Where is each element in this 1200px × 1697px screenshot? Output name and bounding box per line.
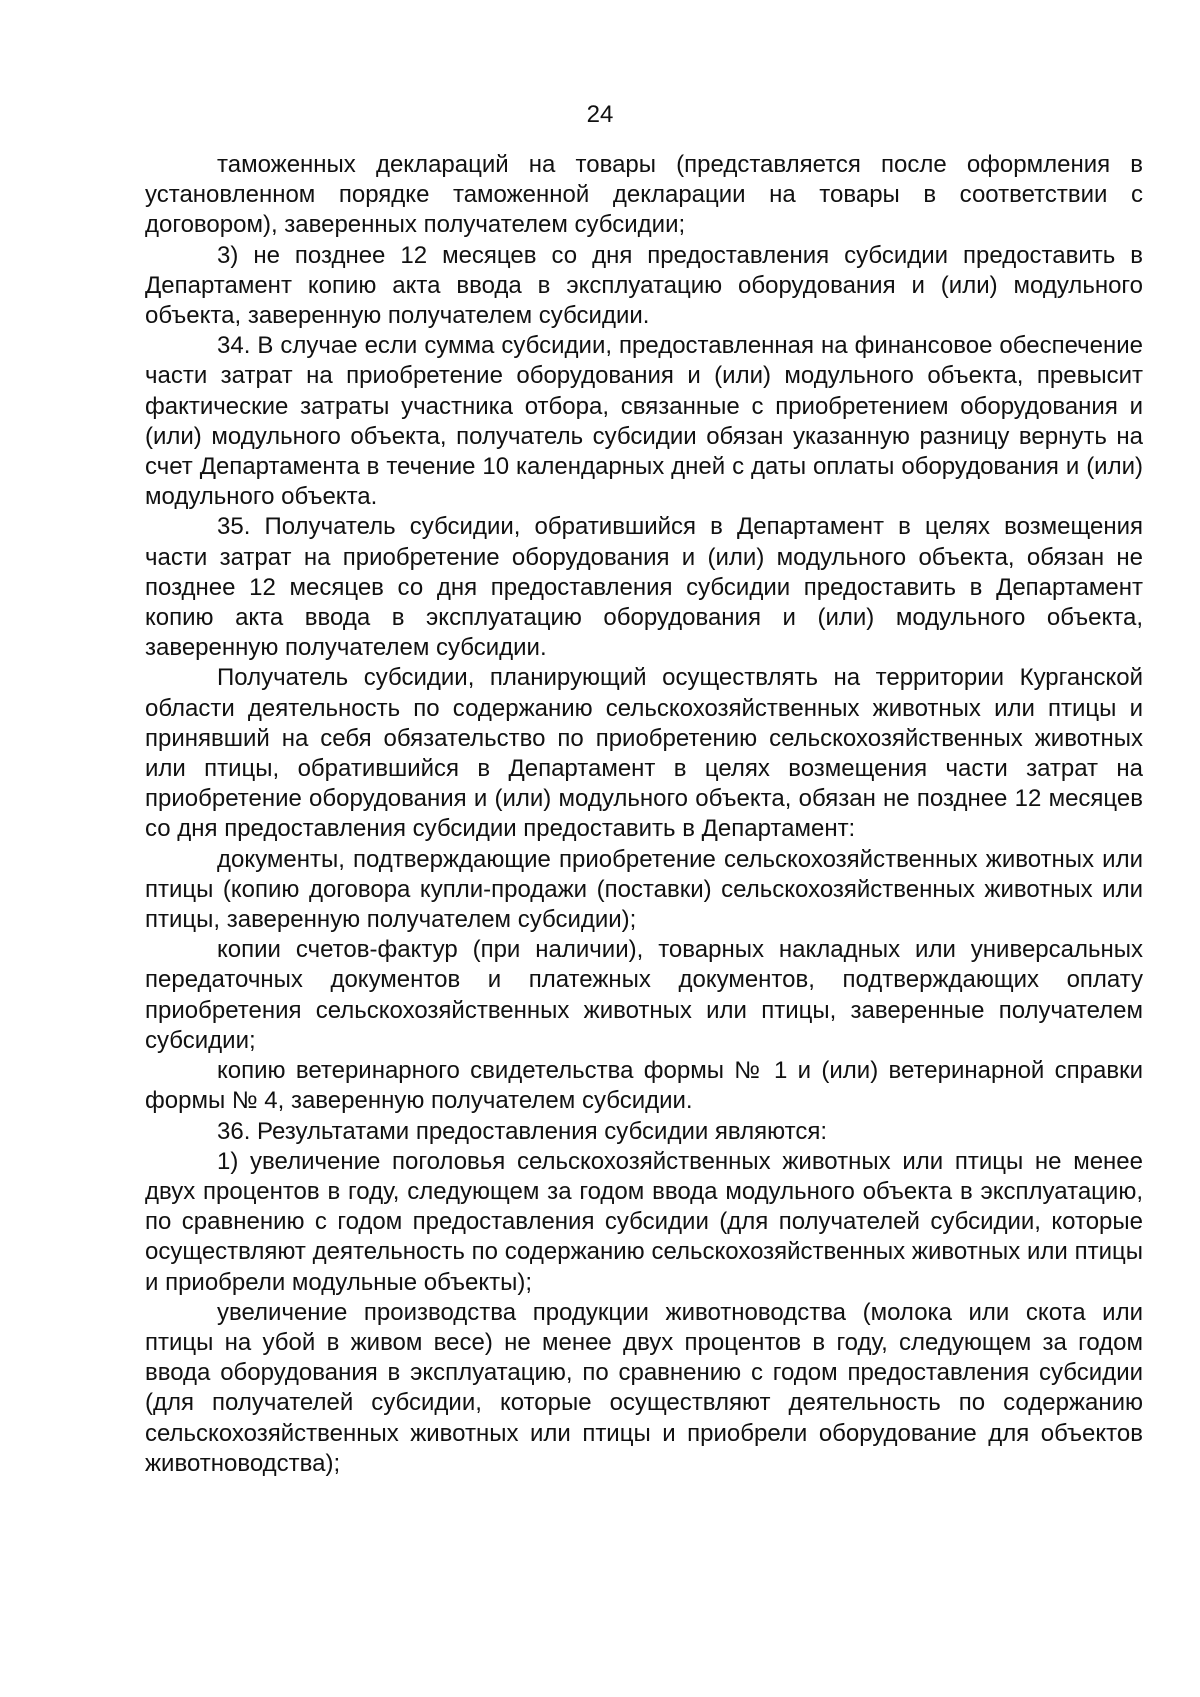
- document-body: [145, 150, 1143, 1479]
- paragraph-recipient-obligations: Получатель субсидии, планирующий осуществлять на территории Курганской области деятельность по содержанию сельскохозяйственных животных или птицы и принявший на себя обязательство по приобретению сельскохозяйственных животных или птицы, обратившийся в Департамент в целях возмещения части затрат на приобретение оборудования и (или) модульного объекта, обязан не позднее 12 месяцев со дня предоставления субсидии предоставить в Департамент:: [145, 664, 1143, 843]
- paragraph-result-1: 1) увеличение поголовья сельскохозяйственных животных или птицы не менее двух процентов в году, следующем за годом ввода модульного объекта в эксплуатацию, по сравнению с годом предоставления субсидии (для получателей субсидии, которые осуществляют деятельность по содержанию сельскохозяйственных животных или птицы и приобрели модульные объекты);: [145, 1147, 1143, 1296]
- page-number: 24: [586, 101, 614, 128]
- paragraph-item-3: 3) не позднее 12 месяцев со дня предоставления субсидии предоставить в Департамент копию акта ввода в эксплуатацию оборудования и (или) модульного объекта, заверенную получателем субсидии.: [145, 241, 1143, 330]
- paragraph-purchase-documents: документы, подтверждающие приобретение сельскохозяйственных животных или птицы (копию договора купли-продажи (поставки) сельскохозяйственных животных или птицы, заверенную получателем субсидии);: [145, 845, 1143, 934]
- paragraph-34: 34. В случае если сумма субсидии, предоставленная на финансовое обеспечение части затрат на приобретение оборудования и (или) модульного объекта, превысит фактические затраты участника отбора, связанные с приобретением оборудования и (или) модульного объекта, получатель субсидии обязан указанную разницу вернуть на счет Департамента в течение 10 календарных дней с даты оплаты оборудования и (или) модульного объекта.: [145, 332, 1143, 511]
- paragraph-invoice-copies: копии счетов-фактур (при наличии), товарных накладных или универсальных передаточных документов и платежных документов, подтверждающих оплату приобретения сельскохозяйственных животных или птицы, заверенные получателем субсидии;: [145, 936, 1143, 1054]
- paragraph-veterinary-certificate: копию ветеринарного свидетельства формы № 1 и (или) ветеринарной справки формы № 4, заверенную получателем субсидии.: [145, 1057, 1143, 1115]
- paragraph-continuation-customs-declarations: таможенных деклараций на товары (представляется после оформления в установленном порядке таможенной декларации на товары в соответствии с договором), заверенных получателем субсидии;: [145, 151, 1143, 239]
- paragraph-35: 35. Получатель субсидии, обратившийся в Департамент в целях возмещения части затрат на приобретение оборудования и (или) модульного объекта, обязан не позднее 12 месяцев со дня предоставления субсидии предоставить в Департамент копию акта ввода в эксплуатацию оборудования и (или) модульного объекта, заверенную получателем субсидии.: [145, 513, 1143, 662]
- paragraph-result-production-increase: увеличение производства продукции животноводства (молока или скота или птицы на убой в живом весе) не менее двух процентов в году, следующем за годом ввода оборудования в эксплуатацию, по сравнению с годом предоставления субсидии (для получателей субсидии, которые осуществляют деятельность по содержанию сельскохозяйственных животных или птицы и приобрели оборудование для объектов животноводства);: [145, 1298, 1143, 1477]
- paragraph-36: 36. Результатами предоставления субсидии являются:: [217, 1117, 827, 1145]
